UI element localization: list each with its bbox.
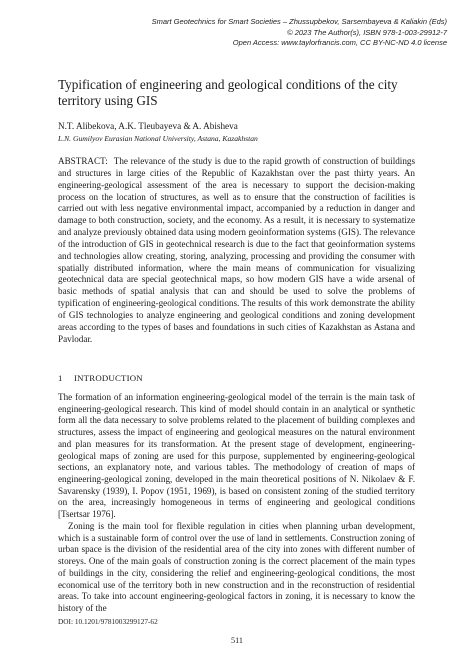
doi-footnote: DOI: 10.1201/9781003299127-62	[58, 617, 158, 626]
section-number: 1	[58, 373, 63, 383]
paper-title: Typification of engineering and geological conditions of the city territory using GIS	[58, 77, 398, 108]
body-paragraph: The formation of an information engineering-geological model of the terrain is the main task of engineering-geological research. This kind of model should contain in an analytical or synthetic form all the data necessary to solve problems related to the placement of building complexes and structures, assess the impact of engineering and geological measures on the natural environment and plan measures for its transformation. At the present stage of development, engineering-geological maps of zoning are used for this purpose, supplemented by engineering-geological sections, an explanatory note, and various tables. The methodology of creation of maps of engineering-geological zoning, developed in the main theoretical positions of N. Nikolaev & F. Savarensky (1939), I. Popov (1951, 1969), is based on consistent zoning of the studied territory on the area, increasingly homogeneous in terms of engineering and geological conditions [Tsertsar 1976].	[58, 392, 415, 520]
abstract-label: ABSTRACT:	[58, 156, 108, 166]
abstract	[58, 156, 415, 346]
body-paragraph: Zoning is the main tool for flexible regulation in cities when planning urban development, which is a sustainable form of control over the use of land in settlements. Construction zoning of urban space is the division of the residential area of the city into zones with different number of storeys. One of the main goals of construction zoning is the correct placement of the main types of buildings in the city, considering the relief and engineering-geological conditions, the most economical use of the territory both in new construction and in the reconstruction of residential areas. To take into account engineering-geological factors in zoning, it is necessary to know the history of the	[58, 521, 415, 613]
page-number: 511	[231, 636, 243, 645]
header-line-book: Smart Geotechnics for Smart Societies – Zhussupbekov, Sarsembayeva & Kaliakin (Eds)	[151, 17, 447, 26]
author-list: N.T. Alibekova, A.K. Tleubayeva & A. Abisheva	[58, 121, 238, 131]
header-line-license: Open Access: www.taylorfrancis.com, CC BY-NC-ND 4.0 license	[232, 38, 447, 47]
section-heading	[58, 373, 143, 383]
affiliation: L.N. Gumilyov Eurasian National University, Astana, Kazakhstan	[58, 134, 258, 143]
header-line-copyright: © 2023 The Author(s), ISBN 978-1-003-29912-7	[287, 27, 447, 37]
section-title: INTRODUCTION	[74, 373, 143, 383]
abstract-text: The relevance of the study is due to the rapid growth of construction of buildings and structures in large cities of the Republic of Kazakhstan over the past thirty years. An engineering-geological assessment of the area is necessary to support the decision-making process on the location of structures, as well as to ensure that the construction of facilities is carried out with less negative environmental impact, accompanied by a reduction in danger and damage to both construction, society, and the economy. As a result, it is necessary to systematize and analyze previously obtained data using modern geoinformation systems (GIS). The relevance of the introduction of GIS in geotechnical research is due to the fact that geoinformation systems and technologies allow creating, storing, analyzing, processing and providing the consumer with spatially distributed information, where the main means of communication for visualizing geotechnical data are special geotechnical maps, so how modern GIS have a wide arsenal of basic methods of spatial analysis that can and should be used to solve the problems of typification of engineering-geological conditions. The results of this work demonstrate the ability of GIS technologies to analyze engineering and geological conditions and zoning development areas according to the types of bases and foundations in such cities of Kazakhstan as Astana and Pavlodar.	[58, 156, 415, 344]
running-header	[47, 17, 447, 49]
